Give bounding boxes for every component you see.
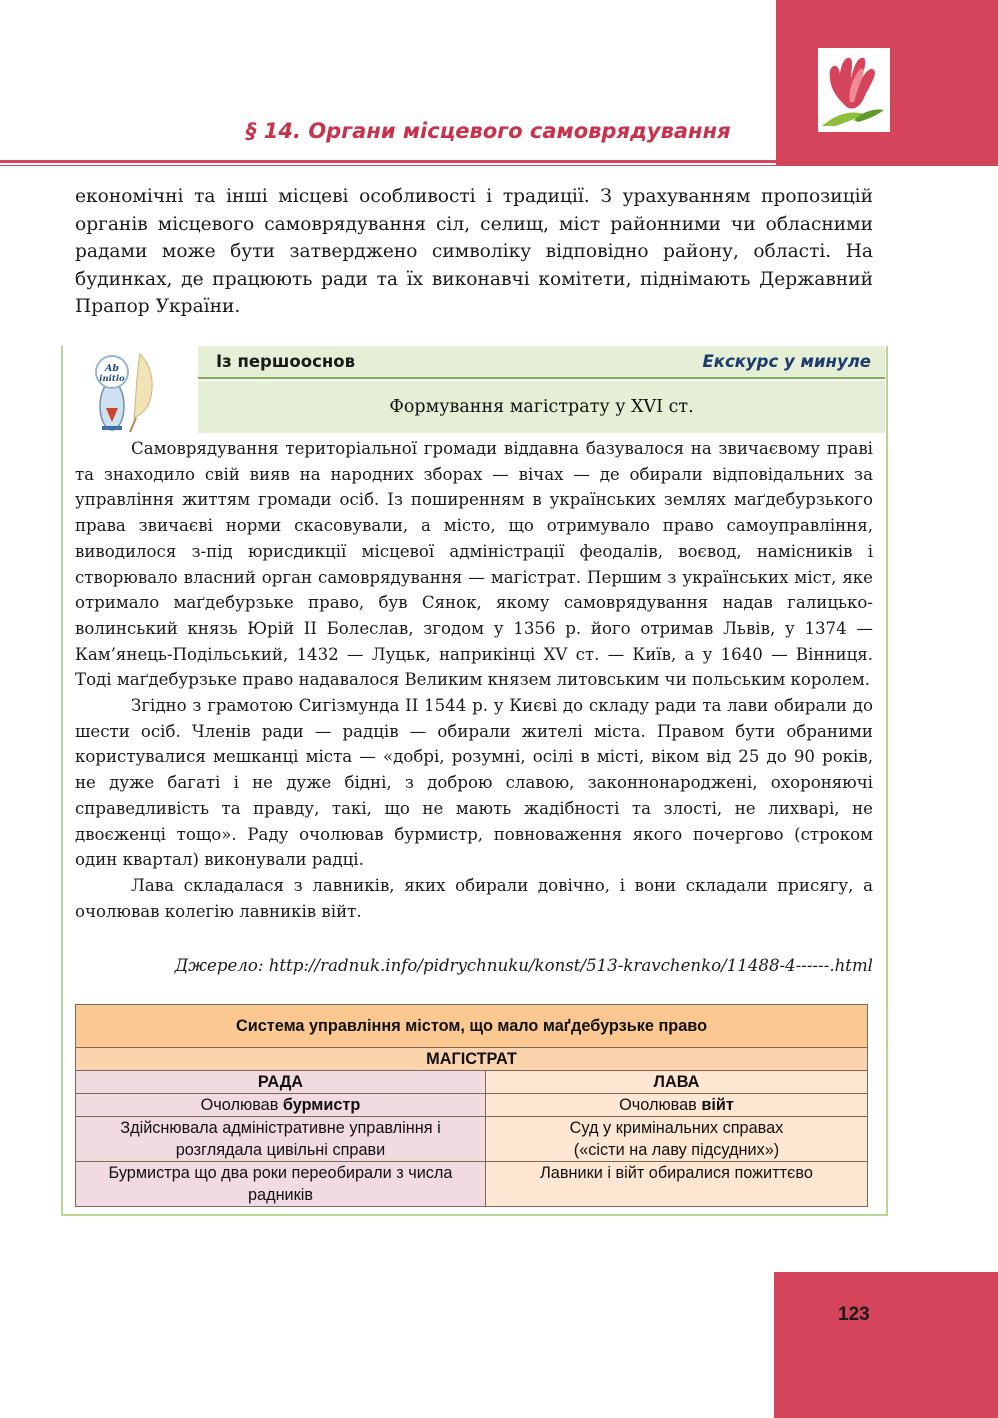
cell-line: («сісти на лаву підсудних») [573, 1141, 780, 1159]
svg-text:Ab: Ab [104, 363, 120, 374]
cell-text-bold: бурмистр [282, 1096, 361, 1114]
table-cell: Здійснювала адміністративне управління і розглядала цивільні справи [76, 1117, 486, 1162]
column-header-rada: РАДА [76, 1071, 486, 1094]
section-label: Із першооснов [216, 352, 356, 371]
section-category: Екскурс у минуле [702, 352, 871, 371]
footer-accent-block [774, 1272, 998, 1418]
cell-text: Очолював [619, 1096, 702, 1114]
box-body [75, 436, 873, 924]
table-cell [486, 1094, 868, 1117]
source-citation: Джерело: http://radnuk.info/pidrychnuku/konst/513-kravchenko/11488-4------.html [174, 956, 873, 975]
ab-initio-hourglass-icon [90, 346, 170, 436]
column-header-lava: ЛАВА [486, 1071, 868, 1094]
cell-text-bold: війт [701, 1096, 734, 1114]
intro-paragraph: економічні та інші місцеві особливості і традиції. З урахуванням пропозицій органів місцевого самоврядування сіл, селищ, міст районними чи обласними радами може бути затверджено символіку відповідно району, області. На будинках, де працюють ради та їх виконавчі комітети, піднімають Державний Прапор України. [75, 186, 873, 317]
table-cell: Лавники і війт обиралися пожиттєво [486, 1162, 868, 1207]
table-cell [486, 1117, 868, 1162]
page-number: 123 [838, 1304, 870, 1325]
header-rule [0, 160, 776, 163]
table-cell [76, 1094, 486, 1117]
section-header-bar [198, 346, 885, 379]
cell-text: Очолював [200, 1096, 283, 1114]
table-cell: Бурмистра що два роки переобирали з числа радників [76, 1162, 486, 1207]
hands-logo-icon [818, 48, 890, 132]
subtitle-bar [198, 381, 885, 433]
box-subtitle: Формування магістрату у XVI ст. [389, 397, 694, 417]
table-subheader: МАГІСТРАТ [76, 1048, 868, 1071]
cell-line: Суд у кримінальних справах [569, 1119, 784, 1137]
header-rule-thin [0, 165, 776, 166]
page-title: § 14. Органи місцевого самоврядування [246, 119, 731, 143]
body-paragraph: Згідно з грамотою Сигізмунда II 1544 р. у Києві до складу ради та лави обирали до шести осіб. Членів ради — радців — обирали жителі міста. Правом бути обраними користувалися мешканці міста — «добрі, розумні, осілі в місті, віком від 25 до 90 років, не дуже багаті і не дуже бідні, з доброю славою, законнонароджені, охороняючі справедливість та правду, такі, що не мають жадібності та злості, не лихварі, не двоєженці тощо». Раду очолював бурмистр, повноваження якого почергово (строком один квартал) виконували радці. [75, 696, 873, 870]
svg-text:initio: initio [99, 374, 125, 384]
table-title: Система управління містом, що мало маґдебурзьке право [76, 1005, 868, 1048]
body-paragraph: Лава складалася з лавників, яких обирали довічно, і вони складали присягу, а очолював колегію лавників війт. [75, 875, 873, 921]
magistrate-table [75, 1004, 868, 1207]
body-paragraph: Самоврядування територіальної громади віддавна базувалося на звичаєвому праві та знаходило свій вияв на народних зборах — вічах — де обирали відповідальних за управління життям громади осіб. Із поширенням в українських землях маґдебурзького права звичаєві норми скасовували, а місто, що отримувало право самоуправління, виводилося з-під юрисдикції місцевої адміністрації феодалів, воєвод, намісників і створювало власний орган самоврядування — магістрат. Першим з українських міст, яке отримало маґдебурзьке право, був Сянок, якому самоврядування надав галицько-волинський князь Юрій II Болеслав, згодом у 1356 р. його отримав Львів, у 1374 — Кам’янець-Подільський, 1432 — Луцьк, наприкінці XV ст. — Київ, а у 1640 — Вінниця. Тоді маґдебурзьке право надавалося Великим князем литовським чи польським королем. [75, 439, 873, 690]
